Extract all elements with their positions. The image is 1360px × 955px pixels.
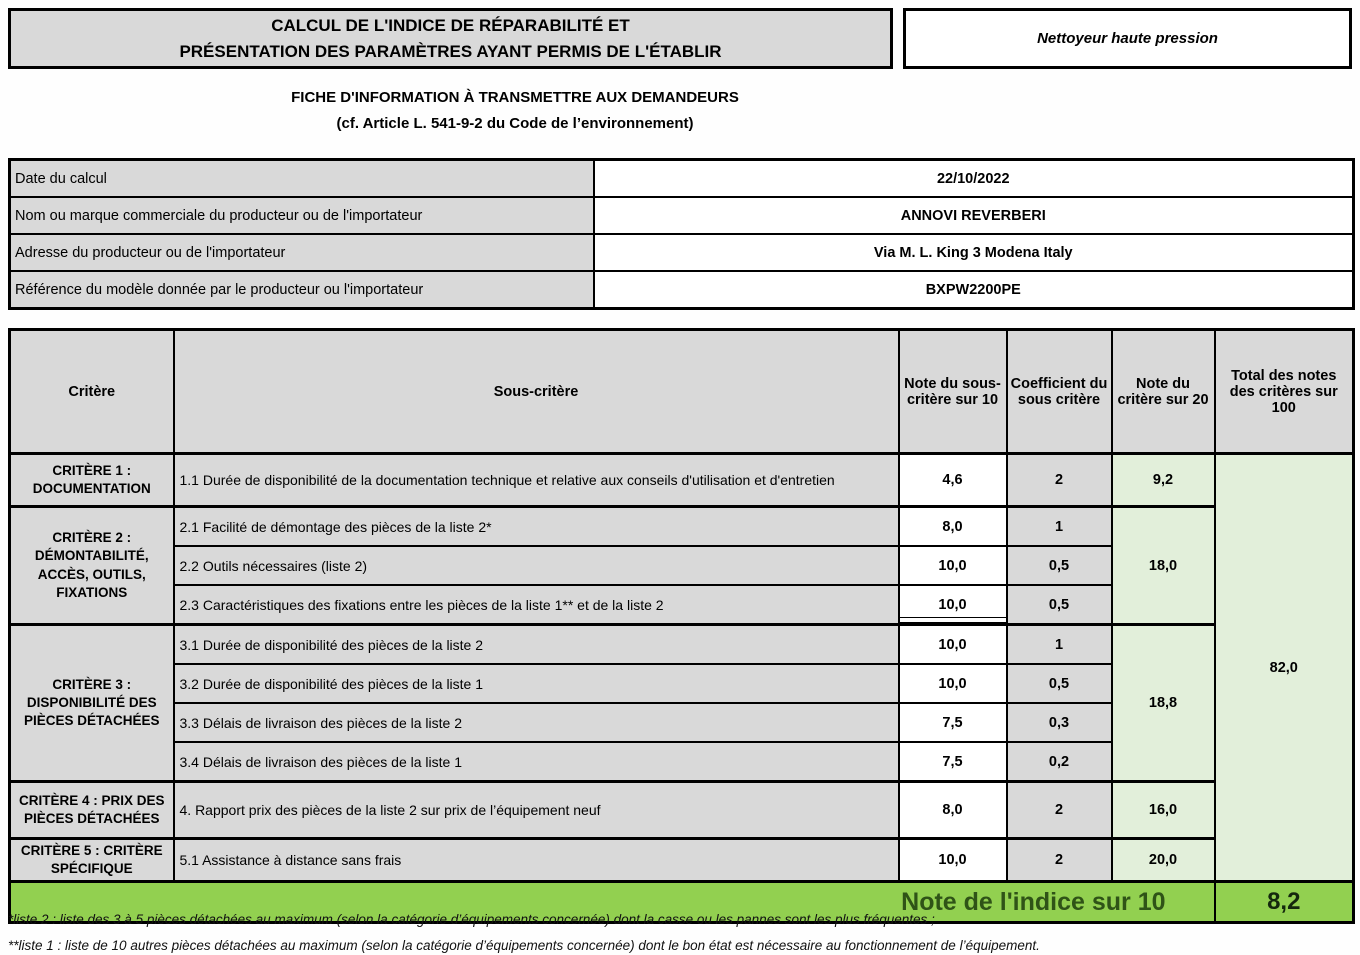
note20-criterion-2: 18,0 bbox=[1112, 507, 1215, 625]
criterion-3-label: CRITÈRE 3 : DISPONIBILITÉ DES PIÈCES DÉTACHÉES bbox=[10, 625, 174, 782]
subcriterion-3-3: 3.3 Délais de livraison des pièces de la liste 2 bbox=[174, 703, 899, 742]
subcriterion-2-3: 2.3 Caractéristiques des fixations entre les pièces de la liste 1** et de la liste 2 bbox=[174, 585, 899, 625]
col-header-total100: Total des notes des critères sur 100 bbox=[1215, 330, 1354, 454]
final-index-value: 8,2 bbox=[1215, 882, 1354, 923]
coef-2-1: 1 bbox=[1007, 507, 1112, 547]
coef-2-3: 0,5 bbox=[1007, 585, 1112, 625]
producer-info-table bbox=[8, 158, 1355, 310]
col-header-note10: Note du sous-critère sur 10 bbox=[899, 330, 1007, 454]
document-title-line1: CALCUL DE L'INDICE DE RÉPARABILITÉ ET bbox=[271, 16, 630, 35]
coef-5-1: 2 bbox=[1007, 839, 1112, 882]
subcriterion-2-2: 2.2 Outils nécessaires (liste 2) bbox=[174, 546, 899, 585]
criterion-5-label: CRITÈRE 5 : CRITÈRE SPÉCIFIQUE bbox=[10, 839, 174, 882]
note10-3-1: 10,0 bbox=[899, 625, 1007, 665]
subcriterion-5-1: 5.1 Assistance à distance sans frais bbox=[174, 839, 899, 882]
criteria-header-row bbox=[10, 330, 1354, 454]
info-label-model-reference: Référence du modèle donnée par le producteur ou l'importateur bbox=[10, 271, 594, 309]
table-row bbox=[10, 839, 1354, 882]
info-label-date: Date du calcul bbox=[10, 160, 594, 198]
subtitle-line2: (cf. Article L. 541-9-2 du Code de l’environnement) bbox=[336, 115, 694, 132]
col-header-critere: Critère bbox=[10, 330, 174, 454]
coef-4: 2 bbox=[1007, 782, 1112, 839]
info-row-model-reference bbox=[10, 271, 1354, 309]
info-label-producer-name: Nom ou marque commerciale du producteur ou de l'importateur bbox=[10, 197, 594, 234]
coef-3-4: 0,2 bbox=[1007, 742, 1112, 782]
document-title-line2: PRÉSENTATION DES PARAMÈTRES AYANT PERMIS DE L'ÉTABLIR bbox=[179, 42, 722, 61]
col-header-sous-critere: Sous-critère bbox=[174, 330, 899, 454]
table-row bbox=[10, 507, 1354, 547]
table-row bbox=[10, 782, 1354, 839]
coef-3-1: 1 bbox=[1007, 625, 1112, 665]
note10-3-4: 7,5 bbox=[899, 742, 1007, 782]
info-value-date: 22/10/2022 bbox=[594, 160, 1354, 198]
subcriterion-3-2: 3.2 Durée de disponibilité des pièces de la liste 1 bbox=[174, 664, 899, 703]
document-subtitle bbox=[0, 85, 1030, 137]
subcriterion-4: 4. Rapport prix des pièces de la liste 2 sur prix de l’équipement neuf bbox=[174, 782, 899, 839]
subtitle-line1: FICHE D'INFORMATION À TRANSMETTRE AUX DEMANDEURS bbox=[291, 89, 739, 106]
col-header-coefficient: Coefficient du sous critère bbox=[1007, 330, 1112, 454]
info-value-model-reference: BXPW2200PE bbox=[594, 271, 1354, 309]
info-row-producer-address bbox=[10, 234, 1354, 271]
subcriterion-3-1: 3.1 Durée de disponibilité des pièces de la liste 2 bbox=[174, 625, 899, 665]
note10-4: 8,0 bbox=[899, 782, 1007, 839]
note10-3-2: 10,0 bbox=[899, 664, 1007, 703]
note10-2-1: 8,0 bbox=[899, 507, 1007, 547]
subcriterion-1-1: 1.1 Durée de disponibilité de la documentation technique et relative aux conseils d'utilisation et d'entretien bbox=[174, 454, 899, 507]
note20-criterion-3: 18,8 bbox=[1112, 625, 1215, 782]
note10-2-2: 10,0 bbox=[899, 546, 1007, 585]
note20-criterion-1: 9,2 bbox=[1112, 454, 1215, 507]
info-value-producer-name: ANNOVI REVERBERI bbox=[594, 197, 1354, 234]
coef-1-1: 2 bbox=[1007, 454, 1112, 507]
coef-3-3: 0,3 bbox=[1007, 703, 1112, 742]
note20-criterion-4: 16,0 bbox=[1112, 782, 1215, 839]
criterion-1-label: CRITÈRE 1 : DOCUMENTATION bbox=[10, 454, 174, 507]
coef-3-2: 0,5 bbox=[1007, 664, 1112, 703]
info-label-producer-address: Adresse du producteur ou de l'importateur bbox=[10, 234, 594, 271]
coef-2-2: 0,5 bbox=[1007, 546, 1112, 585]
subcriterion-2-1: 2.1 Facilité de démontage des pièces de la liste 2* bbox=[174, 507, 899, 547]
product-category-label: Nettoyeur haute pression bbox=[1037, 30, 1218, 47]
info-row-producer-name bbox=[10, 197, 1354, 234]
note10-1-1: 4,6 bbox=[899, 454, 1007, 507]
document-title bbox=[8, 8, 893, 69]
note10-5-1: 10,0 bbox=[899, 839, 1007, 882]
table-row bbox=[10, 625, 1354, 665]
info-row-date bbox=[10, 160, 1354, 198]
subcriterion-3-4: 3.4 Délais de livraison des pièces de la liste 1 bbox=[174, 742, 899, 782]
info-value-producer-address: Via M. L. King 3 Modena Italy bbox=[594, 234, 1354, 271]
criteria-table bbox=[8, 328, 1355, 924]
col-header-note20: Note du critère sur 20 bbox=[1112, 330, 1215, 454]
note10-2-3: 10,0 bbox=[899, 585, 1007, 625]
footnote-liste2: *liste 2 : liste des 3 à 5 pièces détachées au maximum (selon la catégorie d’équipements concernée) dont la casse ou les pannes sont les plus fréquentes ; bbox=[8, 912, 935, 927]
footnote-liste1: **liste 1 : liste de 10 autres pièces détachées au maximum (selon la catégorie d’équipements concernée) dont le bon état est nécessaire au fonctionnement de l’équipement. bbox=[8, 938, 1040, 953]
criterion-2-label: CRITÈRE 2 : DÉMONTABILITÉ, ACCÈS, OUTILS, FIXATIONS bbox=[10, 507, 174, 625]
criterion-4-label: CRITÈRE 4 : PRIX DES PIÈCES DÉTACHÉES bbox=[10, 782, 174, 839]
note20-criterion-5: 20,0 bbox=[1112, 839, 1215, 882]
note10-3-3: 7,5 bbox=[899, 703, 1007, 742]
final-index-label: Note de l'indice sur 10 bbox=[10, 882, 1215, 923]
total-score-100: 82,0 bbox=[1215, 454, 1354, 882]
product-category-box bbox=[903, 8, 1352, 69]
table-row bbox=[10, 454, 1354, 507]
